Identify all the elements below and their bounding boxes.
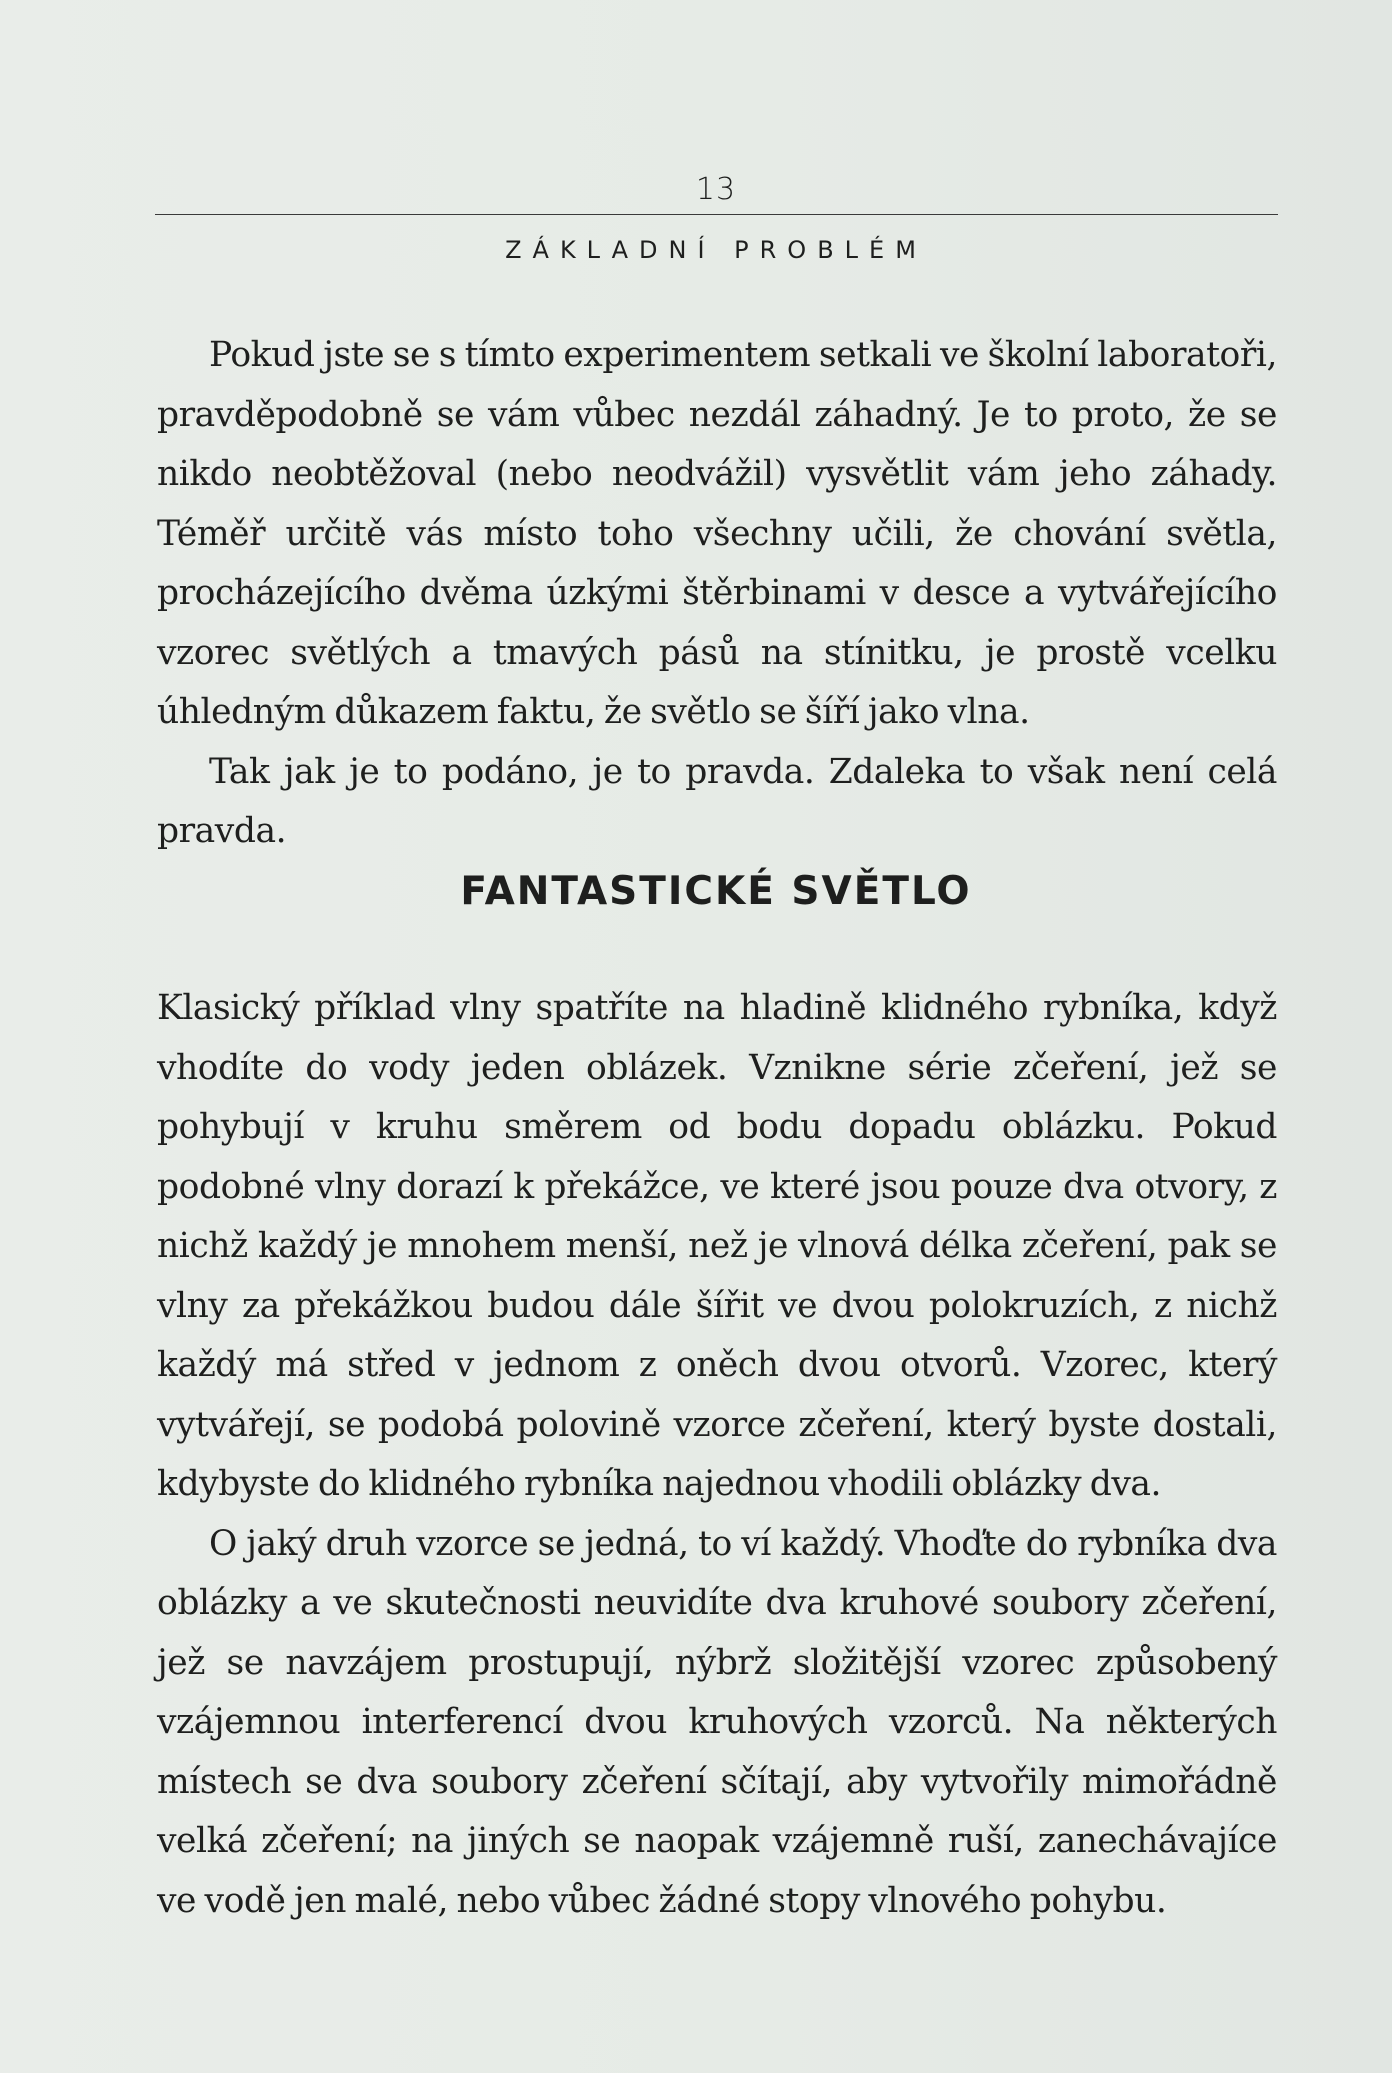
paragraph: O jaký druh vzorce se jedná, to ví každý. Vhoďte do rybníka dva oblázky a ve skutečnosti neuvidíte dva kruhové soubory zčeření, jež se navzájem prostupují, nýbrž složitější vzorec způsobený vzájemnou interferencí dvou kruhových vzorců. Na některých místech se dva soubory zčeření sčítají, aby vytvořily mimořádně velká zčeření; na jiných se naopak vzájemně ruší, zanechávajíce ve vodě jen malé, nebo vůbec žádné stopy vlnového pohybu. — [157, 1523, 1277, 1921]
paragraph: Tak jak je to podáno, je to pravda. Zdaleka to však není celá pravda. — [157, 751, 1277, 851]
page-number: 13 — [695, 172, 737, 207]
text-block-section — [157, 979, 1277, 1931]
running-head: ZÁKLADNÍ PROBLÉM — [505, 236, 927, 264]
paragraph: Pokud jste se s tímto experimentem setkali ve školní laboratoři, pravděpodobně se vám vůbec nezdál záhadný. Je to proto, že se nikdo neobtěžoval (nebo neodvážil) vysvětlit vám jeho záhady. Téměř určitě vás místo toho všechny učili, že chování světla, procházejícího dvěma úzkými štěrbinami v desce a vytvářejícího vzorec světlých a tmavých pásů na stínitku, je prostě vcelku úhledným důkazem faktu, že světlo se šíří jako vlna. — [157, 335, 1277, 732]
text-block-intro — [157, 326, 1277, 862]
header-rule — [155, 214, 1278, 215]
section-heading: FANTASTICKÉ SVĚTLO — [460, 869, 972, 914]
paragraph: Klasický příklad vlny spatříte na hladině klidného rybníka, když vhodíte do vody jeden oblázek. Vznikne série zčeření, jež se pohybují v kruhu směrem od bodu dopadu oblázku. Pokud podobné vlny dorazí k překážce, ve které jsou pouze dva otvory, z nichž každý je mnohem menší, než je vlnová délka zčeření, pak se vlny za překážkou budou dále šířit ve dvou polokruzích, z nichž každý má střed v jednom z oněch dvou otvorů. Vzorec, který vytvářejí, se podobá polovině vzorce zčeření, který byste dostali, kdybyste do klidného rybníka najednou vhodili oblázky dva. — [157, 988, 1277, 1504]
